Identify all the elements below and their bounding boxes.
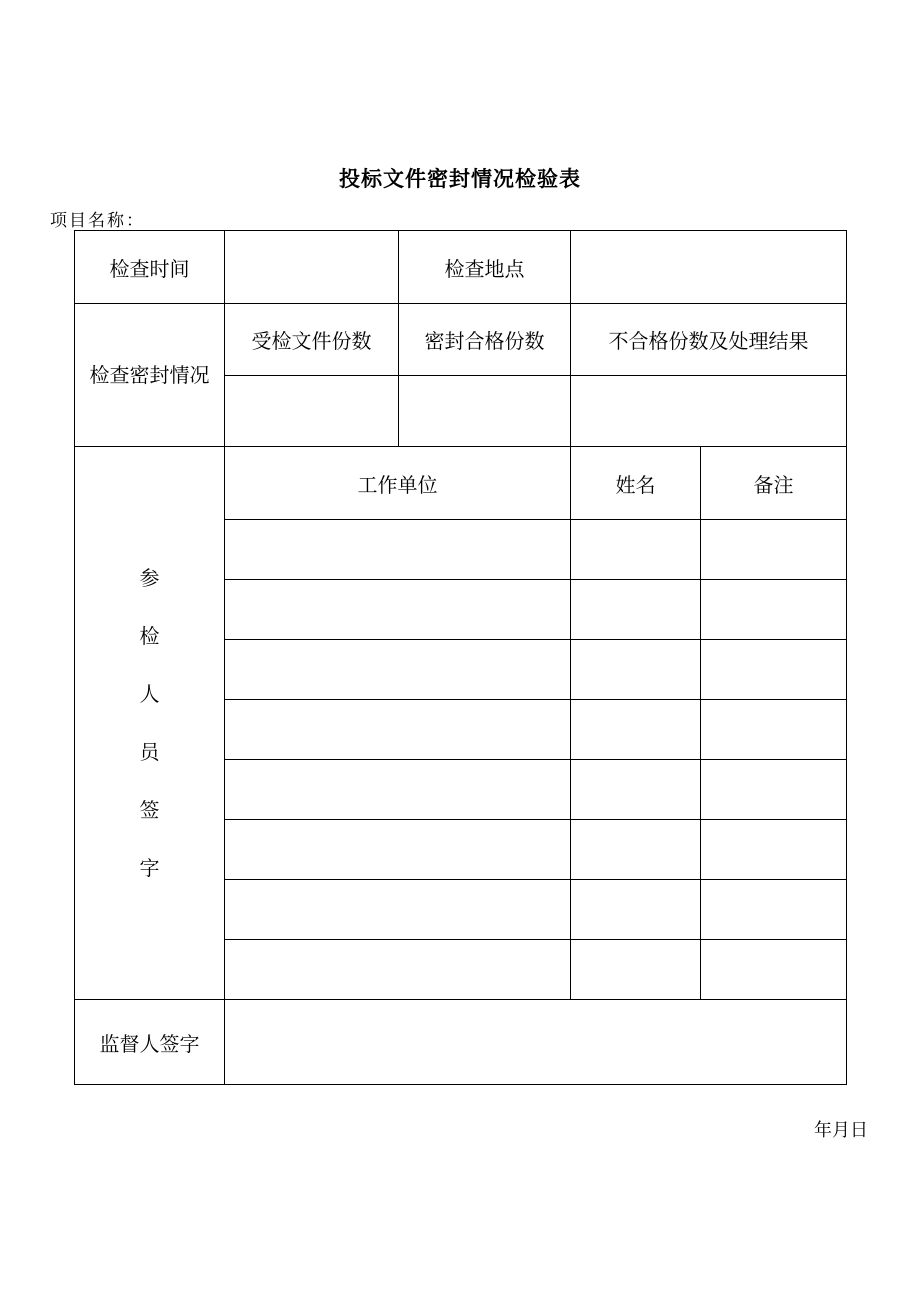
name-header: 姓名: [571, 447, 701, 520]
name-cell[interactable]: [571, 520, 701, 580]
remarks-cell[interactable]: [701, 820, 847, 880]
project-name-label: 项目名称：: [50, 211, 145, 231]
seal-status-label: 检查密封情况: [75, 304, 225, 447]
supervisor-signature-label: 监督人签字: [75, 1000, 225, 1085]
work-unit-cell[interactable]: [225, 640, 571, 700]
unqualified-result-header: 不合格份数及处理结果: [571, 304, 847, 376]
name-cell[interactable]: [571, 760, 701, 820]
name-cell[interactable]: [571, 580, 701, 640]
name-cell[interactable]: [571, 880, 701, 940]
inspection-time-cell[interactable]: [225, 231, 399, 304]
inspection-time-label: 检查时间: [75, 231, 225, 304]
supervisor-signature-cell[interactable]: [225, 1000, 847, 1085]
remarks-cell[interactable]: [701, 520, 847, 580]
inspection-form-table: [74, 230, 847, 1085]
name-cell[interactable]: [571, 820, 701, 880]
inspected-count-cell[interactable]: [225, 376, 399, 447]
work-unit-cell[interactable]: [225, 940, 571, 1000]
date-label: 年月日: [814, 1120, 868, 1141]
work-unit-cell[interactable]: [225, 880, 571, 940]
remarks-header: 备注: [701, 447, 847, 520]
work-unit-cell[interactable]: [225, 700, 571, 760]
qualified-count-cell[interactable]: [399, 376, 571, 447]
work-unit-cell[interactable]: [225, 580, 571, 640]
remarks-cell[interactable]: [701, 580, 847, 640]
work-unit-header: 工作单位: [225, 447, 571, 520]
unqualified-result-cell[interactable]: [571, 376, 847, 447]
name-cell[interactable]: [571, 940, 701, 1000]
qualified-count-header: 密封合格份数: [399, 304, 571, 376]
name-cell[interactable]: [571, 640, 701, 700]
inspected-count-header: 受检文件份数: [225, 304, 399, 376]
document-title: 投标文件密封情况检验表: [339, 166, 581, 191]
remarks-cell[interactable]: [701, 700, 847, 760]
name-cell[interactable]: [571, 700, 701, 760]
inspection-place-cell[interactable]: [571, 231, 847, 304]
remarks-cell[interactable]: [701, 940, 847, 1000]
remarks-cell[interactable]: [701, 640, 847, 700]
remarks-cell[interactable]: [701, 760, 847, 820]
work-unit-cell[interactable]: [225, 520, 571, 580]
participant-signature-label: 参 检 人 员 签 字: [75, 447, 225, 1000]
work-unit-cell[interactable]: [225, 820, 571, 880]
remarks-cell[interactable]: [701, 880, 847, 940]
inspection-place-label: 检查地点: [399, 231, 571, 304]
work-unit-cell[interactable]: [225, 760, 571, 820]
